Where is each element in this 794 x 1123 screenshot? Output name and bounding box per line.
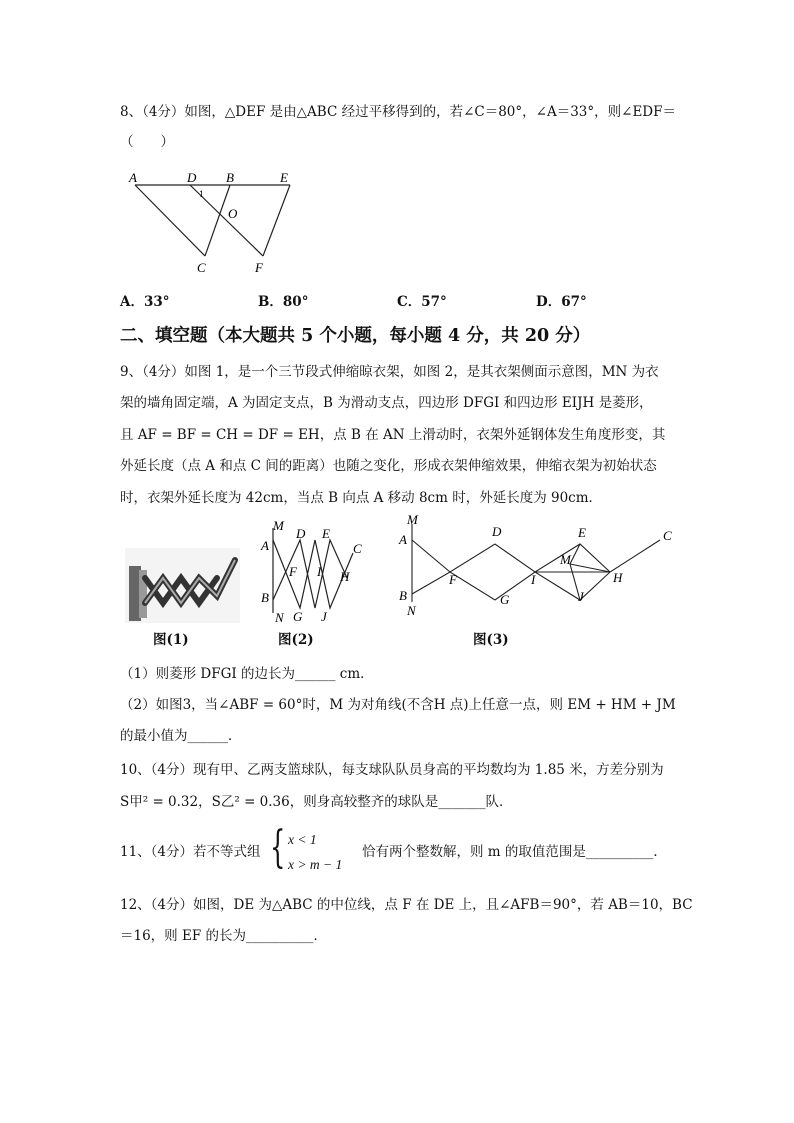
q8-label-D: D: [187, 170, 197, 185]
fig2-label-B: B: [261, 590, 269, 605]
fig2-label-J: J: [321, 609, 327, 623]
q10-line1: 10、（4分）现有甲、乙两支篮球队，每支球队队员身高的平均数均为 1.85 米，方差分别为: [120, 762, 664, 778]
q9-figure-3: [395, 512, 680, 620]
section-header-fill-in: 二、填空题（本大题共 5 个小题，每小题 4 分，共 20 分）: [120, 326, 591, 346]
fig2-label-C: C: [353, 541, 362, 556]
fig2-label-H: H: [340, 569, 350, 584]
q11-inequality-2: x > m − 1: [288, 857, 343, 872]
q9-figure-2-caption: 图(2): [278, 632, 314, 648]
fig3-label-F: F: [449, 572, 457, 587]
q8-option-b: B．80°: [258, 294, 309, 310]
fig3-label-C: C: [663, 528, 672, 543]
fig3-label-E: E: [578, 525, 586, 540]
q9-figure-2: [255, 518, 370, 623]
q8-stem-line2: （ ）: [120, 134, 174, 150]
q8-figure: [125, 168, 310, 278]
fig3-label-H: H: [613, 570, 623, 585]
fig3-label-J: J: [578, 589, 584, 604]
fig2-label-E: E: [322, 526, 330, 541]
fig2-label-G: G: [293, 609, 303, 623]
q8-label-A: A: [129, 170, 137, 185]
fig3-label-B: B: [399, 588, 407, 603]
fig3-label-N: N: [407, 603, 416, 618]
q8-option-a: A．33°: [120, 294, 170, 310]
q9-stem-line4: 外延长度（点 A 和点 C 间的距离）也随之变化，形成衣架伸缩效果，伸缩衣架为初始状态: [120, 458, 657, 474]
q11-suffix: 恰有两个整数解，则 m 的取值范围是__________．: [362, 844, 667, 860]
q9-sub2-line1: （2）如图3，当∠ABF = 60°时，M 为对角线(不含H 点)上任意一点，则 EM + HM + JM: [120, 697, 676, 713]
fig2-label-D: D: [296, 526, 306, 541]
q8-stem-line1: 8、（4分）如图，△DEF 是由△ABC 经过平移得到的，若∠C＝80°，∠A＝33°，则∠EDF＝: [120, 104, 676, 120]
q8-label-F: F: [255, 260, 263, 275]
q10-line2: S甲² = 0.32，S乙² = 0.36，则身高较整齐的球队是_______队．: [120, 794, 513, 810]
q9-stem-line5: 时，衣架外延长度为 42cm，当点 B 向点 A 移动 8cm 时，外延长度为 90cm．: [120, 490, 603, 506]
q11-prefix: 11、（4分）若不等式组: [120, 844, 261, 860]
fig2-label-N: N: [275, 610, 284, 623]
q8-label-O: O: [228, 206, 238, 221]
q9-stem-line1: 9、（4分）如图 1，是一个三节段式伸缩晾衣架，如图 2，是其衣架侧面示意图，MN 为衣: [120, 364, 659, 380]
fig3-label-A: A: [399, 532, 407, 547]
q9-stem-line3: 且 AF = BF = CH = DF = EH，点 B 在 AN 上滑动时，衣架外延钢体发生角度形变，其: [120, 427, 666, 443]
fig2-label-F: F: [289, 564, 297, 579]
q12-line1: 12、（4分）如图，DE 为△ABC 的中位线，点 F 在 DE 上，且∠AFB＝90°，若 AB＝10，BC: [120, 897, 693, 913]
fig3-label-I: I: [531, 572, 536, 587]
fig2-label-I: I: [317, 564, 322, 579]
q9-sub1: （1）则菱形 DFGI 的边长为______ cm．: [120, 666, 374, 682]
q8-option-d: D．67°: [536, 294, 587, 310]
fig3-label-G: G: [500, 592, 510, 607]
fig3-label-M2: M: [560, 552, 571, 567]
q8-label-B: B: [226, 170, 234, 185]
q9-stem-line2: 架的墙角固定端，A 为固定支点，B 为滑动支点，四边形 DFGI 和四边形 EIJH 是菱形，: [120, 395, 653, 411]
q8-option-c: C．57°: [397, 294, 447, 310]
fig3-label-D: D: [492, 524, 502, 539]
q8-label-E: E: [280, 170, 288, 185]
q8-label-1: 1: [199, 190, 205, 199]
fig2-label-M: M: [273, 518, 284, 533]
q9-figure-3-caption: 图(3): [473, 632, 509, 648]
q9-figure-1-caption: 图(1): [153, 632, 189, 648]
q11-brace: {: [270, 822, 286, 873]
q8-label-C: C: [197, 260, 206, 275]
q12-line2: ＝16，则 EF 的长为__________．: [120, 928, 327, 944]
q9-sub2-line2: 的最小值为______．: [120, 728, 242, 744]
q9-figure-1-photo: [125, 548, 240, 623]
fig3-label-M: M: [407, 512, 418, 527]
fig2-label-A: A: [261, 538, 269, 553]
q11-inequality-1: x < 1: [288, 832, 317, 847]
